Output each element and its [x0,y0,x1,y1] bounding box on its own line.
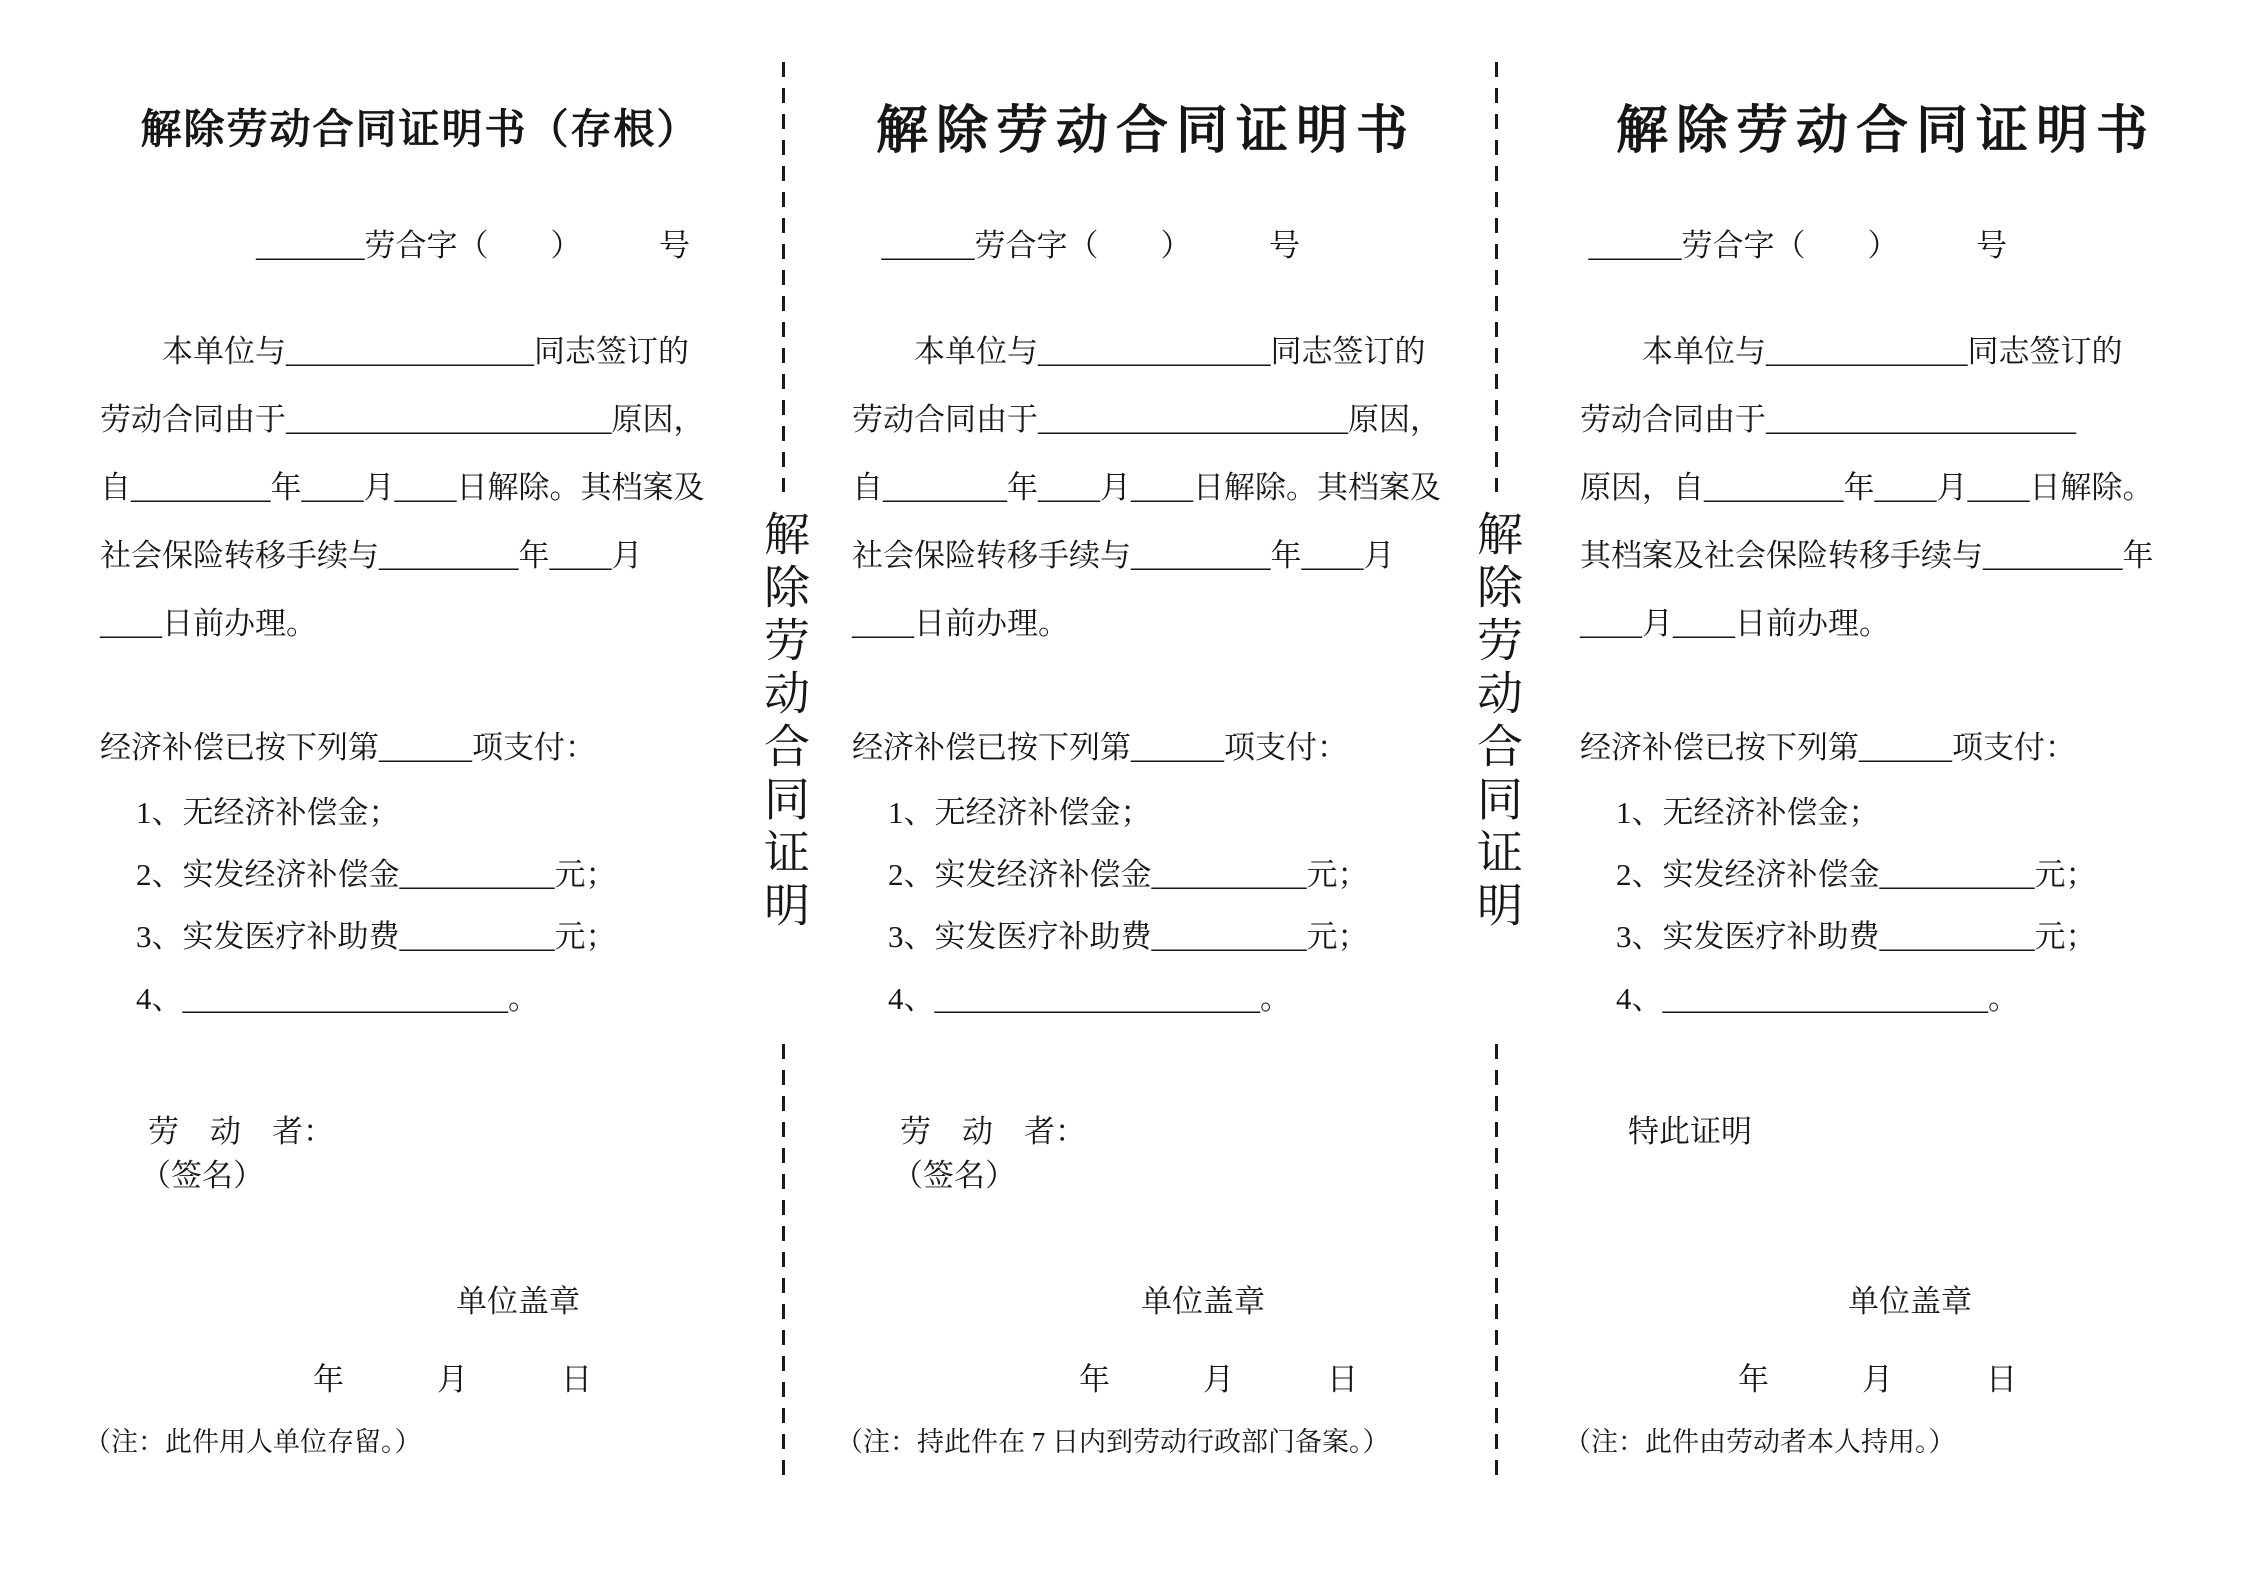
compensation-item-1: 1、无经济补偿金； [888,795,1152,830]
compensation-item-2: 2、实发经济补偿金__________元； [136,857,617,892]
body-line-1: 本单位与_____________同志签订的 [1642,334,2123,369]
body-line-5: ____日前办理。 [100,606,317,641]
divider-vertical-label: 解除劳动合同证明 [1471,510,1522,934]
body-line-2: 劳动合同由于____________________ [1580,402,2076,437]
compensation-item-3: 3、实发医疗补助费__________元； [1616,919,2097,954]
date-line: 年 月 日 [1079,1362,1358,1397]
date-line: 年 月 日 [313,1362,592,1397]
compensation-item-3: 3、实发医疗补助费__________元； [888,919,1369,954]
worker-label: 劳 动 者： [900,1114,1086,1149]
divider-vertical-label: 解除劳动合同证明 [758,510,809,934]
compensation-item-4: 4、_____________________。 [888,981,1291,1016]
body-line-5: ____月____日前办理。 [1580,606,1890,641]
ref-number-line: ______劳合字（ ） 号 [881,228,1300,263]
body-line-4: 其档案及社会保险转移手续与_________年 [1580,538,2154,573]
worker-label: 劳 动 者： [148,1114,334,1149]
panel-title: 解除劳动合同证明书（存根） [140,106,700,152]
body-line-4: 社会保险转移手续与_________年____月 [852,538,1395,573]
compensation-item-2: 2、实发经济补偿金__________元； [1616,857,2097,892]
seal-label: 单位盖章 [456,1284,580,1319]
compensation-items [136,782,740,1030]
body-paragraph [852,318,1440,658]
body-paragraph [100,318,740,658]
divider-dash-bottom [782,1044,785,1476]
body-line-3: 自________年____月____日解除。其档案及 [852,470,1441,505]
compensation-item-1: 1、无经济补偿金； [136,795,400,830]
hereby-certify-label: 特此证明 [1628,1114,1752,1149]
panel-title: 解除劳动合同证明书 [1615,103,2156,160]
body-line-3: 自_________年____月____日解除。其档案及 [100,470,705,505]
ref-number-line: _______劳合字（ ） 号 [256,228,690,263]
compensation-item-1: 1、无经济补偿金； [1616,795,1880,830]
divider-dash-bottom [1495,1044,1498,1476]
compensation-intro: 经济补偿已按下列第______项支付： [852,730,1348,765]
panel-certificate-stub [84,0,740,1587]
body-line-2: 劳动合同由于_____________________原因， [100,402,705,437]
body-line-2: 劳动合同由于____________________原因， [852,402,1441,437]
signature-label: （签名） [892,1158,1016,1193]
fold-divider-right [1452,0,1540,1587]
compensation-items [1616,782,2192,1030]
panel-certificate-worker-copy [1564,0,2192,1587]
body-line-4: 社会保险转移手续与_________年____月 [100,538,643,573]
footer-note: （注：此件由劳动者本人持用。） [1564,1427,1956,1457]
compensation-intro: 经济补偿已按下列第______项支付： [100,730,596,765]
body-line-1: 本单位与________________同志签订的 [162,334,689,369]
panel-title: 解除劳动合同证明书 [875,103,1416,160]
body-line-5: ____日前办理。 [852,606,1069,641]
compensation-item-3: 3、实发医疗补助费__________元； [136,919,617,954]
footer-note: （注：持此件在 7 日内到劳动行政部门备案。） [836,1427,1390,1457]
ref-number-line: ______劳合字（ ） 号 [1588,228,2007,263]
signature-label: （签名） [140,1158,264,1193]
body-paragraph [1580,318,2192,658]
compensation-items [888,782,1440,1030]
seal-label: 单位盖章 [1141,1284,1265,1319]
fold-divider-left [741,0,825,1587]
date-line: 年 月 日 [1738,1362,2017,1397]
body-line-3: 原因，自_________年____月____日解除。 [1580,470,2154,505]
compensation-item-4: 4、_____________________。 [136,981,539,1016]
body-line-1: 本单位与_______________同志签订的 [914,334,1426,369]
compensation-intro: 经济补偿已按下列第______项支付： [1580,730,2076,765]
seal-label: 单位盖章 [1848,1284,1972,1319]
divider-dash-top [782,62,785,492]
compensation-item-4: 4、_____________________。 [1616,981,2019,1016]
divider-dash-top [1495,62,1498,492]
footer-note: （注：此件用人单位存留。） [84,1427,422,1457]
panel-certificate-record [836,0,1441,1587]
compensation-item-2: 2、实发经济补偿金__________元； [888,857,1369,892]
